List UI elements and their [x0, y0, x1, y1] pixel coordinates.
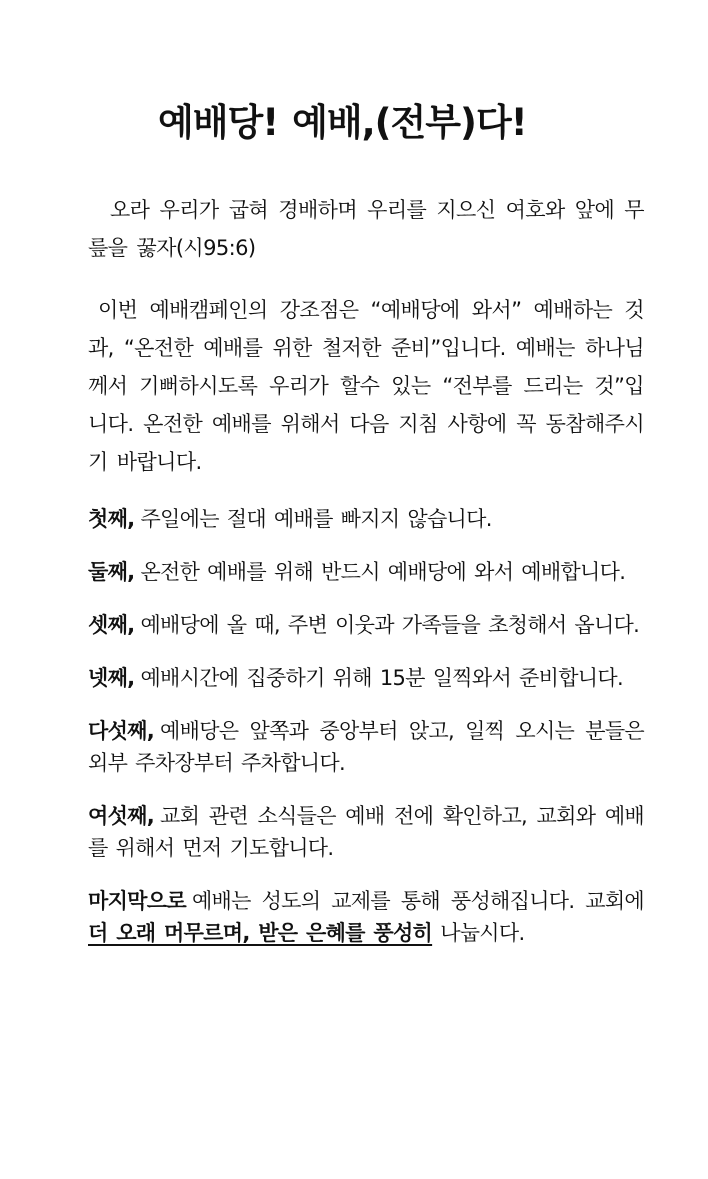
- guideline-text: 예배당에 올 때, 주변 이웃과 가족들을 초청해서 옵니다.: [140, 613, 640, 637]
- closing-emphasis: 더 오래 머무르며, 받은 은혜를 풍성히: [88, 921, 433, 945]
- title-part-1: 예배당!: [158, 101, 279, 144]
- closing-text-before: 예배는 성도의 교제를 통해 풍성해집니다. 교회에: [191, 889, 644, 913]
- guideline-lead: 셋째,: [88, 613, 135, 637]
- guideline-text: 교회 관련 소식들은 예배 전에 확인하고, 교회와 예배를 위해서 먼저 기도합니다.: [88, 804, 644, 860]
- guideline-item-3: [88, 609, 644, 641]
- guideline-lead: 다섯째,: [88, 719, 155, 743]
- campaign-paragraph: [88, 291, 644, 481]
- title-part-2: 예배,(전부)다!: [292, 101, 527, 144]
- guideline-lead: 여섯째,: [88, 804, 155, 828]
- guideline-lead: 둘째,: [88, 560, 135, 584]
- campaign-paragraph-text: 이번 예배캠페인의 강조점은 “예배당에 와서” 예배하는 것과, “온전한 예배를 위한 철저한 준비”입니다. 예배는 하나님께서 기뻐하시도록 우리가 할수 있는 “전부를 드리는 것”입니다. 온전한 예배를 위해서 다음 지침 사항에 꼭 동참해주시기 바랍니다.: [88, 298, 644, 474]
- guideline-item-4: [88, 662, 644, 694]
- intro-verse: [88, 191, 644, 267]
- page-title: [158, 97, 644, 149]
- guideline-text: 주일에는 절대 예배를 빠지지 않습니다.: [140, 507, 492, 531]
- guideline-item-6: [88, 800, 644, 864]
- intro-verse-text: 오라 우리가 굽혀 경배하며 우리를 지으신 여호와 앞에 무릎을 꿇자(시95:6): [88, 198, 644, 260]
- guideline-lead: 넷째,: [88, 666, 135, 690]
- closing-lead: 마지막으로: [88, 889, 186, 913]
- guideline-item-1: [88, 503, 644, 535]
- closing-item: [88, 885, 644, 949]
- guideline-lead: 첫째,: [88, 507, 135, 531]
- guideline-list: [88, 503, 644, 949]
- guideline-text: 예배시간에 집중하기 위해 15분 일찍와서 준비합니다.: [140, 666, 623, 690]
- closing-text-after: 나눕시다.: [440, 921, 525, 945]
- guideline-text: 예배당은 앞쪽과 중앙부터 앉고, 일찍 오시는 분들은 외부 주차장부터 주차합니다.: [88, 719, 644, 775]
- guideline-text: 온전한 예배를 위해 반드시 예배당에 와서 예배합니다.: [140, 560, 626, 584]
- guideline-item-5: [88, 715, 644, 779]
- guideline-item-2: [88, 556, 644, 588]
